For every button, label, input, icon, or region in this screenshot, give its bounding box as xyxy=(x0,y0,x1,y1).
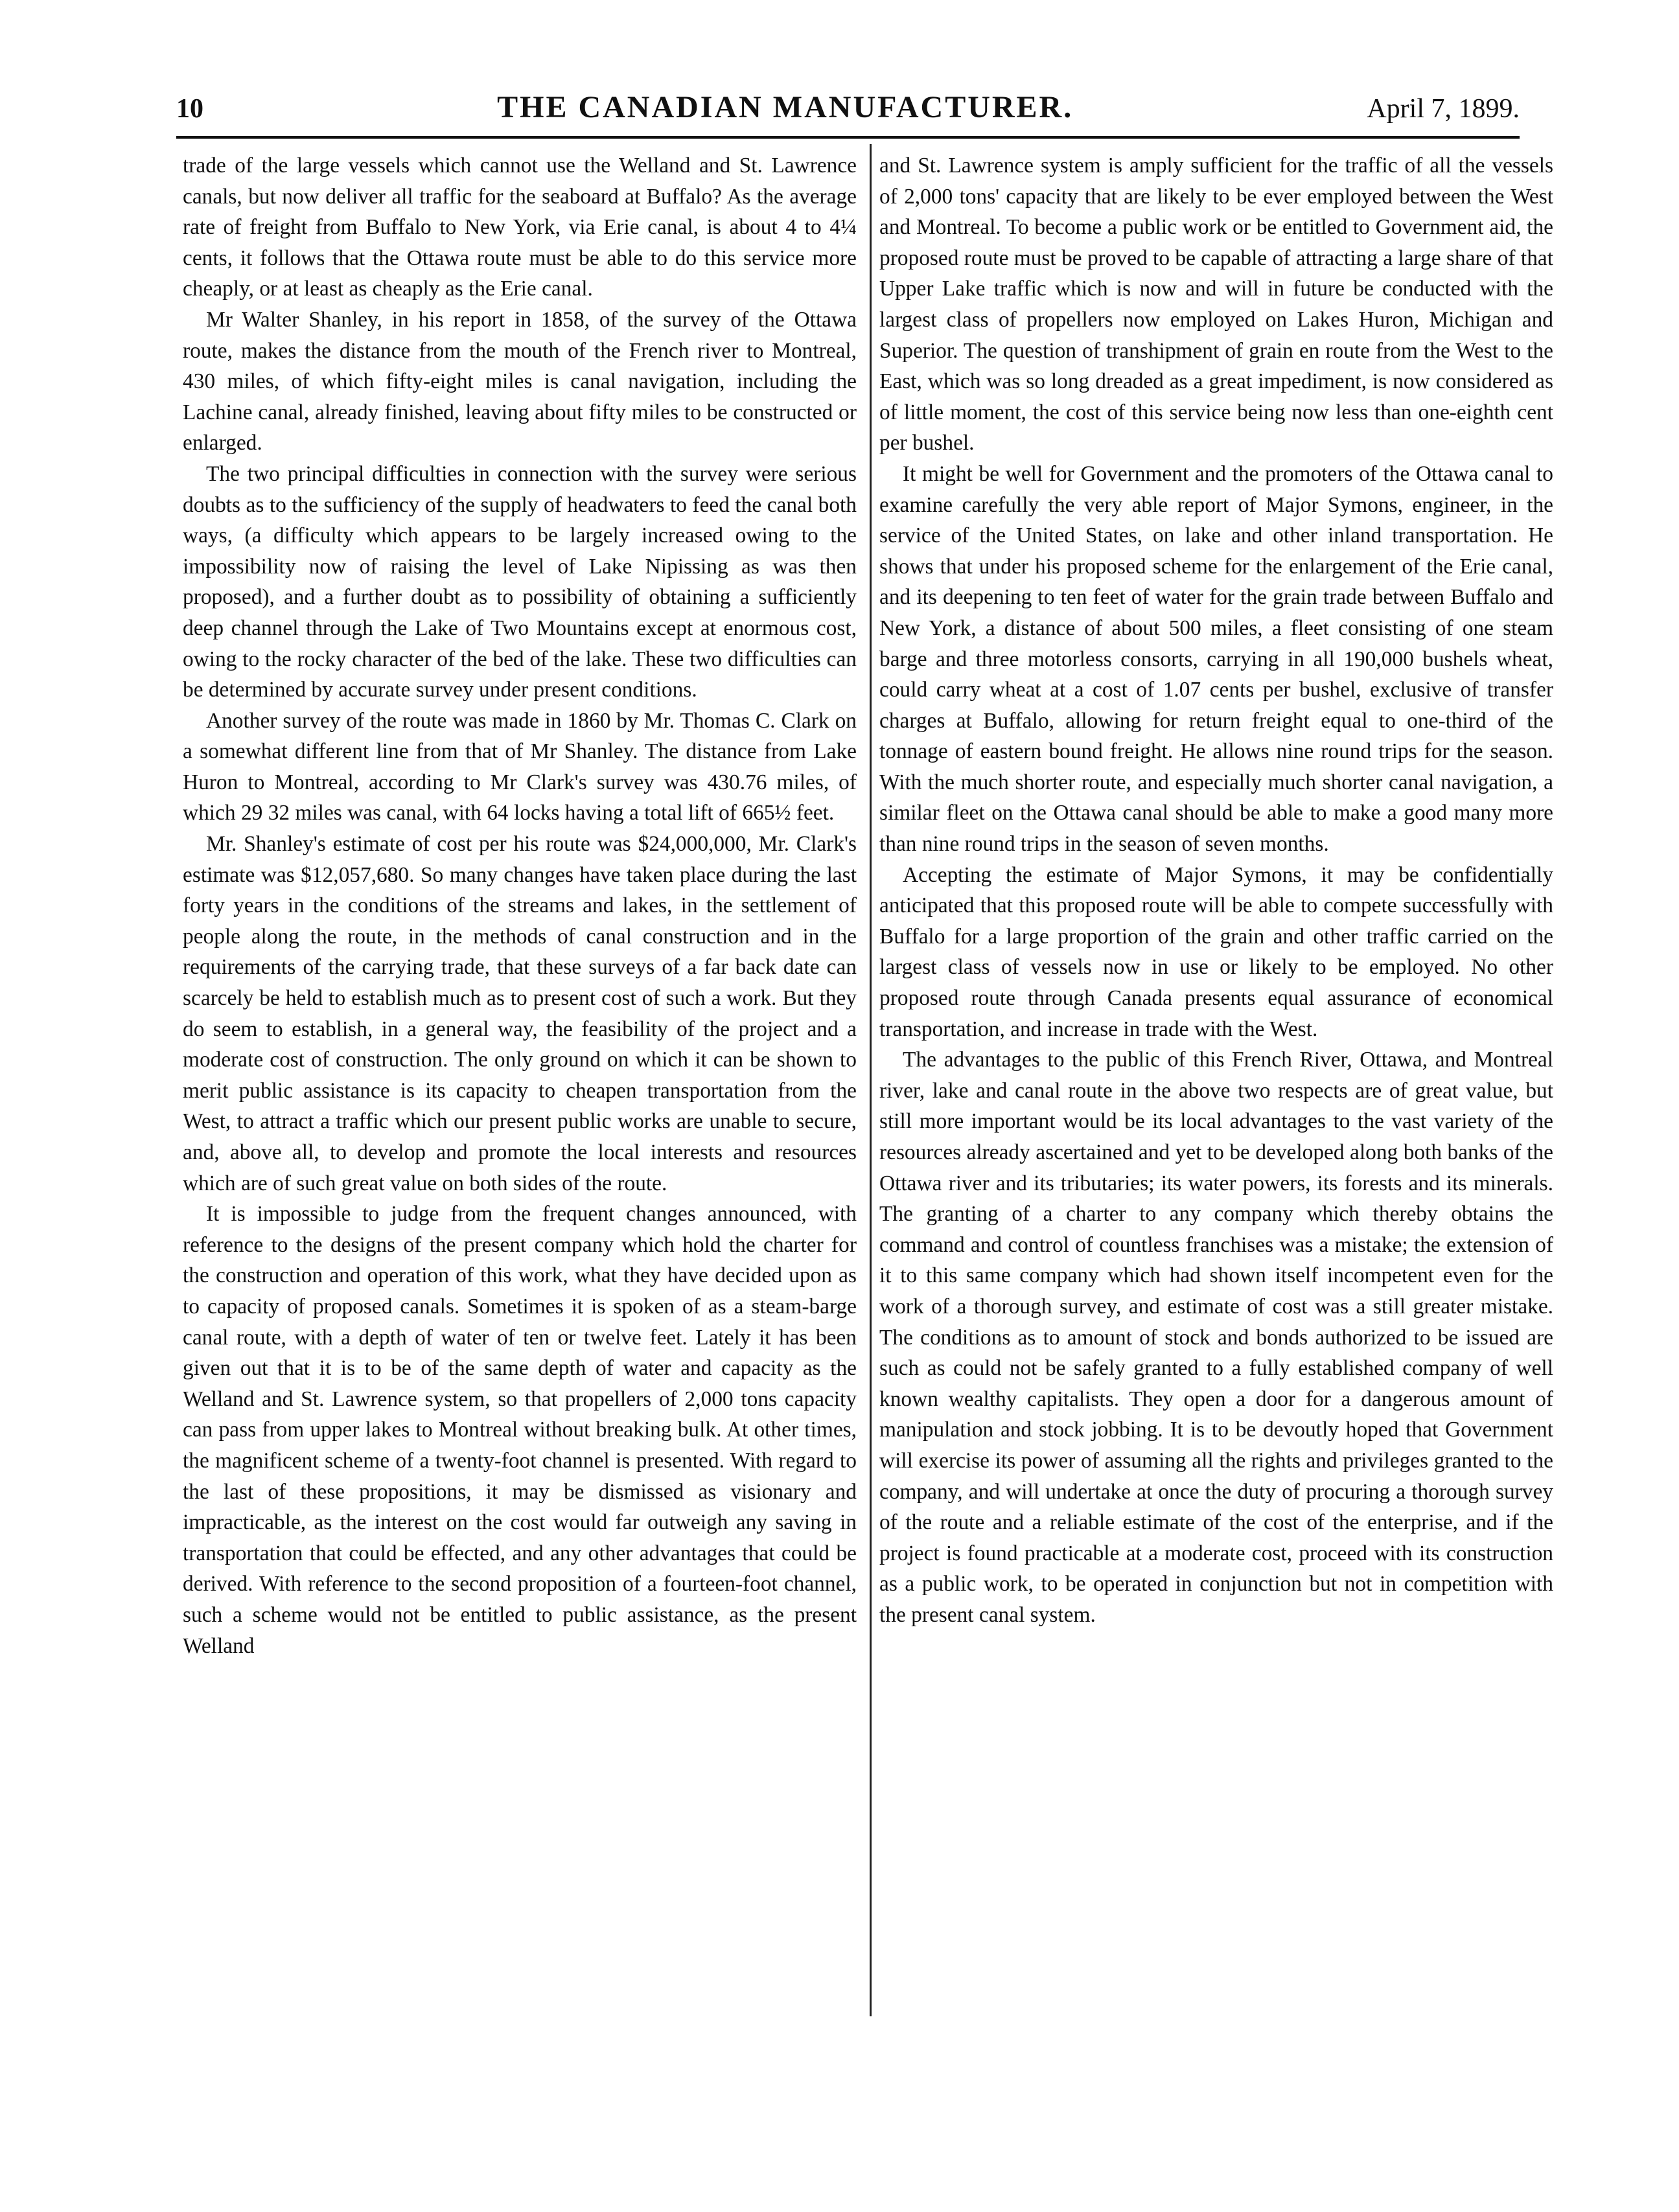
journal-title: THE CANADIAN MANUFACTURER. xyxy=(497,90,1074,124)
paragraph: Another survey of the route was made in 1860 by Mr. Thomas C. Clark on a somewhat different line from that of Mr Shanley. The distance from Lake Huron to Montreal, according to Mr Clark's survey was 430.76 miles, of which 29 32 miles was canal, with 64 locks having a total lift of 665½ feet. xyxy=(183,708,857,825)
paragraph: Mr Walter Shanley, in his report in 1858, of the survey of the Ottawa route, makes the distance from the mouth of the French river to Montreal, 430 miles, of which fifty-eight miles is canal navigation, including the Lachine canal, already finished, leaving about fifty miles to be constructed or enlarged. xyxy=(183,307,857,455)
paragraph: Accepting the estimate of Major Symons, it may be confidentially anticipated that this proposed route will be able to compete successfully with Buffalo for a large proportion of the grain and other traffic carried on the largest class of vessels now in use or likely to be employed. No other proposed route through Canada presents equal assurance of economical transportation, and increase in trade with the West. xyxy=(879,862,1553,1041)
right-column xyxy=(879,150,1553,1631)
paragraph: and St. Lawrence system is amply sufficient for the traffic of all the vessels of 2,000 tons' capacity that are likely to be ever employed between the West and Montreal. To become a public work or be entitled to Government aid, the proposed route must be proved to be capable of attracting a large share of that Upper Lake traffic which is now and will in future be conducted with the largest class of propellers now employed on Lakes Huron, Michigan and Superior. The question of transhipment of grain en route from the West to the East, which was so long dreaded as a great impediment, is now considered as of little moment, the cost of this service being now less than one-eighth cent per bushel. xyxy=(879,154,1553,455)
page-number: 10 xyxy=(176,94,203,124)
column-divider xyxy=(870,144,872,2016)
paragraph: The advantages to the public of this French River, Ottawa, and Montreal river, lake and canal route in the above two respects are of great value, but still more important would be its local advantages to the vast variety of the resources already ascertained and yet to be developed along both banks of the Ottawa river and its tributaries; its water powers, its forests and its minerals. The granting of a charter to any company which thereby obtains the command and control of countless franchises was a mistake; the extension of it to this same company which had shown itself incompetent even for the work of a thorough survey, and estimate of cost was a still greater mistake. The conditions as to amount of stock and bonds authorized to be issued are such as could not be safely granted to a fully established company of well known wealthy capitalists. They open a door for a dangerous amount of manipulation and stock jobbing. It is to be devoutly hoped that Government will exercise its power of assuming all the rights and privileges granted to the company, and will undertake at once the duty of procuring a thorough survey of the route and a reliable estimate of the cost of the enterprise, and if the project is found practicable at a moderate cost, proceed with its construction as a public work, to be operated in conjunction but not in competition with the present canal system. xyxy=(879,1048,1553,1627)
header-rule xyxy=(176,136,1520,139)
left-column xyxy=(183,150,857,1661)
issue-date: April 7, 1899. xyxy=(1367,94,1520,124)
paragraph: trade of the large vessels which cannot use the Welland and St. Lawrence canals, but now deliver all traffic for the seaboard at Buffalo? As the average rate of freight from Buffalo to New York, via Erie canal, is about 4 to 4¼ cents, it follows that the Ottawa route must be able to do this service more cheaply, or at least as cheaply as the Erie canal. xyxy=(183,154,857,301)
page-header xyxy=(176,89,1520,135)
paragraph: It is impossible to judge from the frequent changes announced, with reference to the designs of the present company which hold the charter for the construction and operation of this work, what they have decided upon as to capacity of proposed canals. Sometimes it is spoken of as a steam-barge canal route, with a depth of water of ten or twelve feet. Lately it has been given out that it is to be of the same depth of water and capacity as the Welland and St. Lawrence system, so that propellers of 2,000 tons capacity can pass from upper lakes to Montreal without breaking bulk. At other times, the magnificent scheme of a twenty-foot channel is presented. With regard to the last of these propositions, it may be dismissed as visionary and impracticable, as the interest on the cost would far outweigh any saving in transportation that could be effected, and any other advantages that could be derived. With reference to the second proposition of a fourteen-foot channel, such a scheme would not be entitled to public assistance, as the present Welland xyxy=(183,1202,857,1658)
paragraph: It might be well for Government and the promoters of the Ottawa canal to examine carefully the very able report of Major Symons, engineer, in the service of the United States, on lake and other inland transportation. He shows that under his proposed scheme for the enlargement of the Erie canal, and its deepening to ten feet of water for the grain trade between Buffalo and New York, a distance of about 500 miles, a fleet consisting of one steam barge and three motorless consorts, carrying in all 190,000 bushels wheat, could carry wheat at a cost of 1.07 cents per bushel, exclusive of transfer charges at Buffalo, allowing for return freight equal to one-third of the tonnage of eastern bound freight. He allows nine round trips for the season. With the much shorter route, and especially much shorter canal navigation, a similar fleet on the Ottawa canal should be able to make a good many more than nine round trips in the season of seven months. xyxy=(879,461,1553,857)
paragraph: Mr. Shanley's estimate of cost per his route was $24,000,000, Mr. Clark's estimate was $12,057,680. So many changes have taken place during the last forty years in the conditions of the streams and lakes, in the settlement of people along the route, in the methods of canal construction and in the requirements of the carrying trade, that these surveys of a far back date can scarcely be held to establish much as to present cost of such a work. But they do seem to establish, in a general way, the feasibility of the project and a moderate cost of construction. The only ground on which it can be shown to merit public assistance is its capacity to cheapen transportation from the West, to attract a traffic which our present public works are unable to secure, and, above all, to develop and promote the local interests and resources which are of such great value on both sides of the route. xyxy=(183,832,857,1195)
paragraph: The two principal difficulties in connection with the survey were serious doubts as to the sufficiency of the supply of headwaters to feed the canal both ways, (a difficulty which appears to be largely increased owing to the impossibility now of raising the level of Lake Nipissing as was then proposed), and a further doubt as to possibility of obtaining a sufficiently deep channel through the Lake of Two Mountains except at enormous cost, owing to the rocky character of the bed of the lake. These two difficulties can be determined by accurate survey under present conditions. xyxy=(183,461,857,702)
